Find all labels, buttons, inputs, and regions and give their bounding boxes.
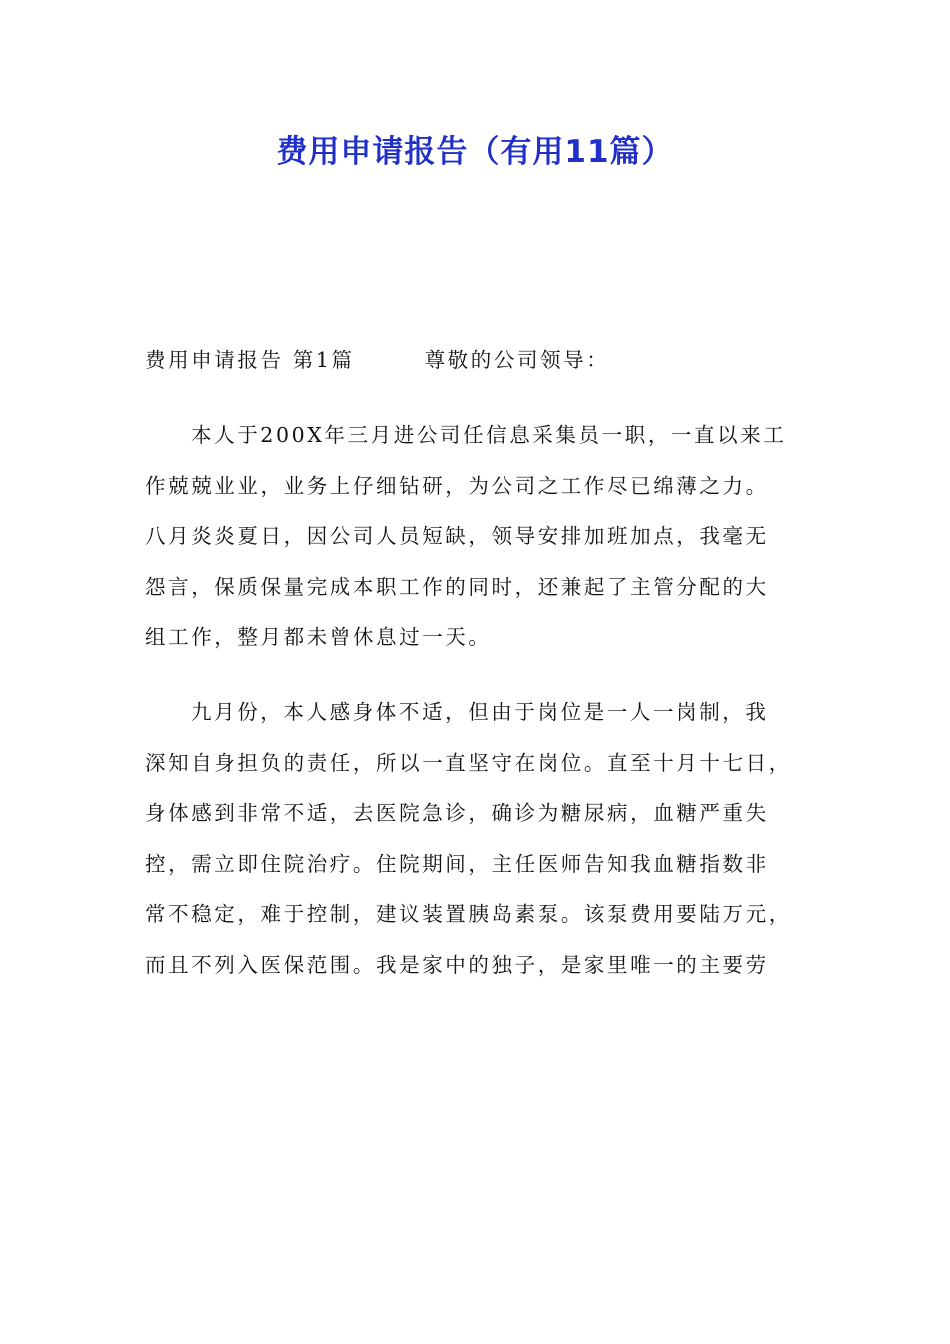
paragraph-line: 常不稳定，难于控制，建议装置胰岛素泵。该泵费用要陆万元， <box>145 902 792 926</box>
paragraph-line: 本人于200X年三月进公司任信息采集员一职，一直以来工 <box>191 423 787 447</box>
paragraph-line: 身体感到非常不适，去医院急诊，确诊为糖尿病，血糖严重失 <box>145 801 769 825</box>
salutation: 尊敬的公司领导： <box>424 348 610 372</box>
paragraph-line: 控，需立即住院治疗。住院期间，主任医师告知我血糖指数非 <box>145 851 769 876</box>
paragraph-line: 九月份，本人感身体不适，但由于岗位是一人一岗制，我 <box>191 700 769 724</box>
document-title: 费用申请报告（有用11篇） <box>276 134 674 170</box>
paragraph-1 <box>145 410 805 663</box>
paragraph-line: 八月炎炎夏日，因公司人员短缺，领导安排加班加点，我毫无 <box>145 524 769 548</box>
paragraph-gap <box>145 386 805 411</box>
paragraph-line: 作兢兢业业，业务上仔细钻研，为公司之工作尽已绵薄之力。 <box>145 473 769 498</box>
section-heading: 费用申请报告 第1篇 <box>145 348 355 372</box>
paragraph-line: 而且不列入医保范围。我是家中的独子，是家里唯一的主要劳 <box>145 952 769 977</box>
paragraph-line: 深知自身担负的责任，所以一直坚守在岗位。直至十月十七日， <box>145 750 792 775</box>
section-header-line <box>145 335 805 386</box>
document-body <box>145 335 805 990</box>
paragraph-line: 怨言，保质保量完成本职工作的同时，还兼起了主管分配的大 <box>145 574 769 599</box>
paragraph-gap <box>145 663 805 688</box>
paragraph-line: 组工作，整月都未曾休息过一天。 <box>145 625 492 649</box>
paragraph-2 <box>145 687 805 990</box>
